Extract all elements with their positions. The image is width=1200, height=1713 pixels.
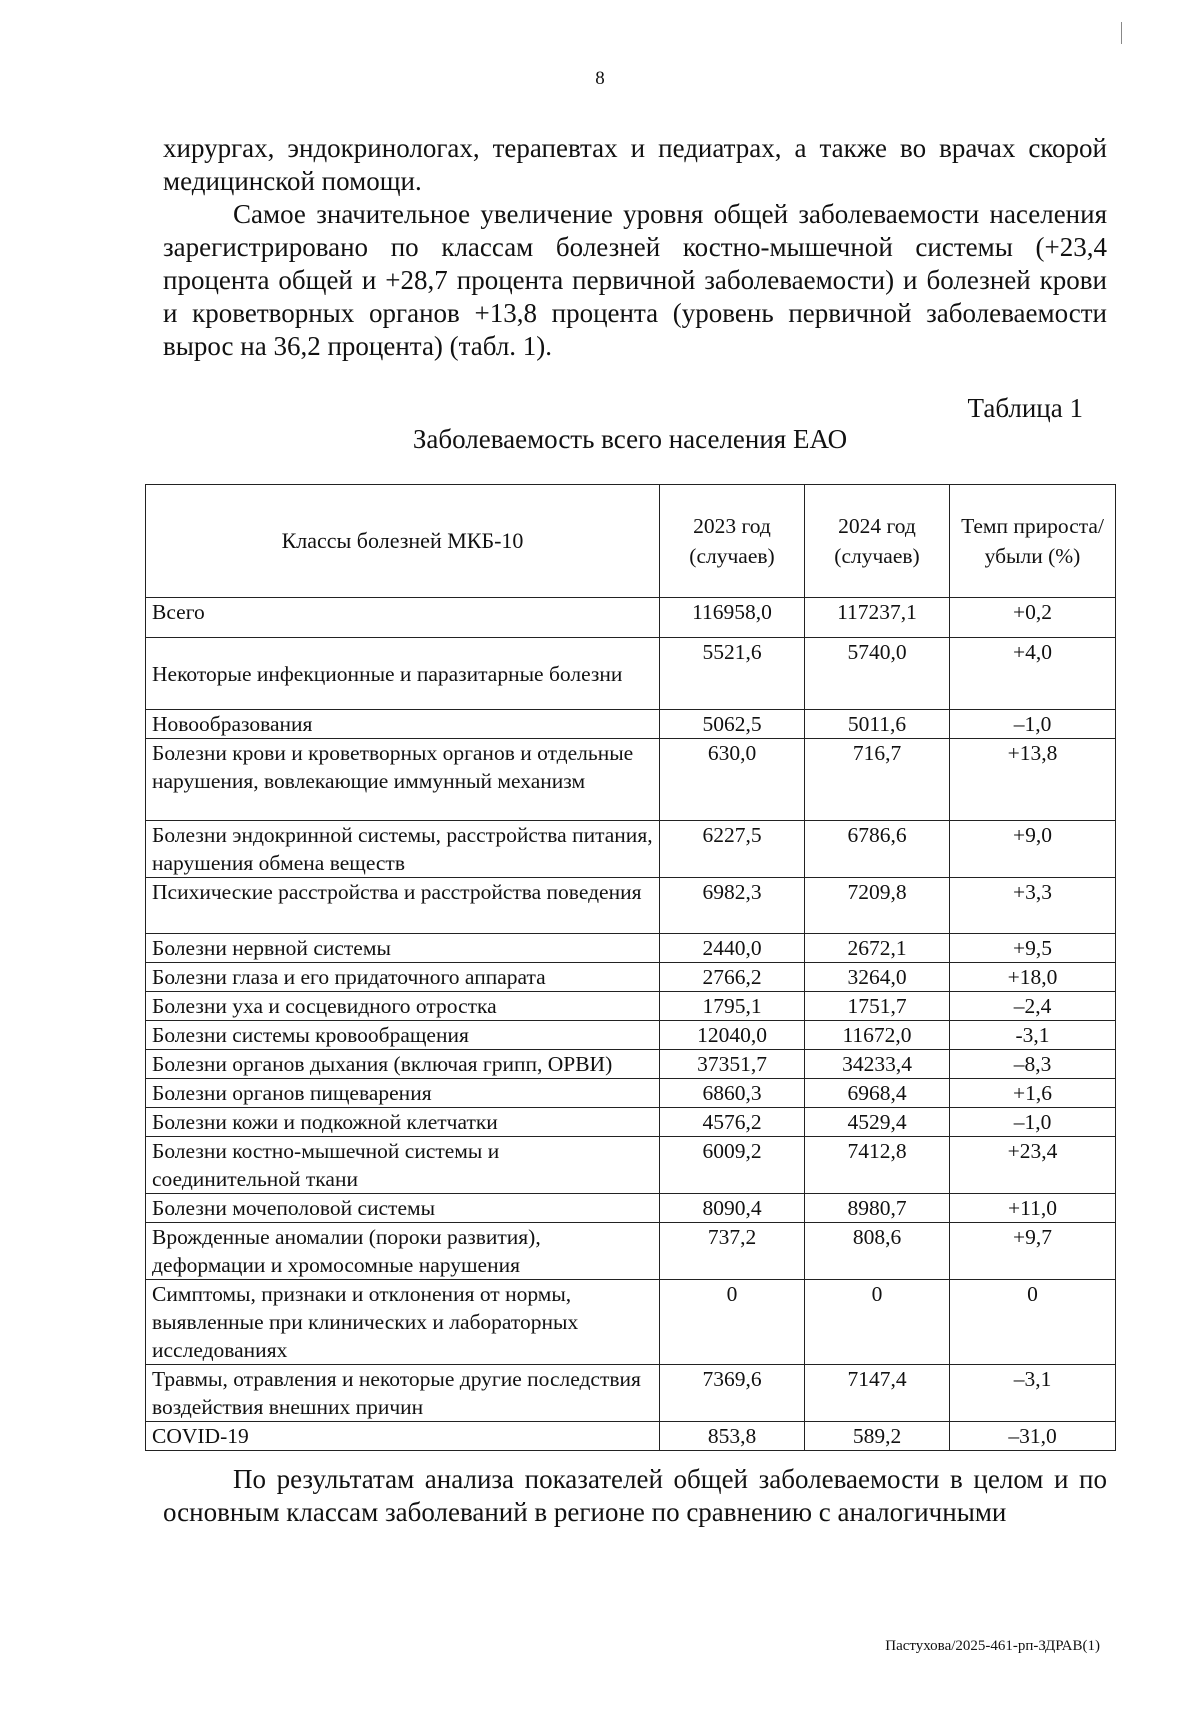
cell-2023: 6860,3 bbox=[660, 1079, 805, 1108]
cell-growth: +11,0 bbox=[950, 1194, 1116, 1223]
cell-growth: –1,0 bbox=[950, 710, 1116, 739]
cell-2024: 8980,7 bbox=[805, 1194, 950, 1223]
table-row bbox=[146, 598, 1116, 638]
cell-growth: +9,7 bbox=[950, 1223, 1116, 1280]
cell-growth: +1,6 bbox=[950, 1079, 1116, 1108]
cell-growth: +18,0 bbox=[950, 963, 1116, 992]
cell-growth: +9,0 bbox=[950, 821, 1116, 878]
cell-2024: 589,2 bbox=[805, 1422, 950, 1451]
cell-growth: –1,0 bbox=[950, 1108, 1116, 1137]
cell-class: Болезни уха и сосцевидного отростка bbox=[146, 992, 660, 1021]
table-row bbox=[146, 1365, 1116, 1422]
cell-2024: 7147,4 bbox=[805, 1365, 950, 1422]
morbidity-table bbox=[145, 484, 1116, 1451]
cell-class: Болезни нервной системы bbox=[146, 934, 660, 963]
table-row bbox=[146, 821, 1116, 878]
cell-class: Болезни органов дыхания (включая грипп, ОРВИ) bbox=[146, 1050, 660, 1079]
cell-class: Некоторые инфекционные и паразитарные болезни bbox=[146, 638, 660, 710]
header-class: Классы болезней МКБ-10 bbox=[146, 485, 660, 598]
cell-2023: 8090,4 bbox=[660, 1194, 805, 1223]
paragraph-2: Самое значительное увеличение уровня общей заболеваемости населения зарегистрировано по классам болезней костно-мышечной системы (+23,4 процента общей и +28,7 процента первичной заболеваемости) и болезней крови и кроветворных органов +13,8 процента (уровень первичной заболеваемости вырос на 36,2 процента) (табл. 1). bbox=[163, 199, 1107, 361]
table-row bbox=[146, 878, 1116, 934]
table-row bbox=[146, 1137, 1116, 1194]
cell-class: Болезни мочеполовой системы bbox=[146, 1194, 660, 1223]
cell-2023: 630,0 bbox=[660, 739, 805, 821]
cell-growth: –2,4 bbox=[950, 992, 1116, 1021]
cell-class: Болезни органов пищеварения bbox=[146, 1079, 660, 1108]
cell-2024: 1751,7 bbox=[805, 992, 950, 1021]
cell-2023: 1795,1 bbox=[660, 992, 805, 1021]
cell-2023: 6009,2 bbox=[660, 1137, 805, 1194]
cell-2023: 5062,5 bbox=[660, 710, 805, 739]
cell-2024: 6968,4 bbox=[805, 1079, 950, 1108]
cell-2023: 5521,6 bbox=[660, 638, 805, 710]
cell-2024: 716,7 bbox=[805, 739, 950, 821]
table-label: Таблица 1 bbox=[967, 393, 1083, 423]
cell-growth: 0 bbox=[950, 1280, 1116, 1365]
cell-class: Болезни кожи и подкожной клетчатки bbox=[146, 1108, 660, 1137]
cell-class: Болезни глаза и его придаточного аппарата bbox=[146, 963, 660, 992]
table-row bbox=[146, 1280, 1116, 1365]
cell-growth: +23,4 bbox=[950, 1137, 1116, 1194]
cell-2023: 6982,3 bbox=[660, 878, 805, 934]
cell-growth: +9,5 bbox=[950, 934, 1116, 963]
cell-growth: +13,8 bbox=[950, 739, 1116, 821]
table-row bbox=[146, 1079, 1116, 1108]
cell-class: Болезни костно-мышечной системы и соединительной ткани bbox=[146, 1137, 660, 1194]
cell-class: COVID-19 bbox=[146, 1422, 660, 1451]
cell-2024: 5740,0 bbox=[805, 638, 950, 710]
table-row bbox=[146, 1223, 1116, 1280]
cell-class: Болезни крови и кроветворных органов и отдельные нарушения, вовлекающие иммунный механизм bbox=[146, 739, 660, 821]
table-row bbox=[146, 710, 1116, 739]
table-row bbox=[146, 1422, 1116, 1451]
cell-growth: +4,0 bbox=[950, 638, 1116, 710]
cell-2024: 7412,8 bbox=[805, 1137, 950, 1194]
cell-growth: –31,0 bbox=[950, 1422, 1116, 1451]
cell-growth: –3,1 bbox=[950, 1365, 1116, 1422]
table-title: Заболеваемость всего населения ЕАО bbox=[412, 424, 848, 454]
table-row bbox=[146, 1050, 1116, 1079]
table-row bbox=[146, 963, 1116, 992]
cell-class: Симптомы, признаки и отклонения от нормы, выявленные при клинических и лабораторных исследованиях bbox=[146, 1280, 660, 1365]
cell-2023: 2440,0 bbox=[660, 934, 805, 963]
cell-class: Психические расстройства и расстройства поведения bbox=[146, 878, 660, 934]
header-growth: Темп прироста/ убыли (%) bbox=[950, 485, 1116, 598]
scan-mark bbox=[1121, 22, 1122, 44]
page-number: 8 bbox=[595, 68, 605, 89]
cell-class: Травмы, отравления и некоторые другие последствия воздействия внешних причин bbox=[146, 1365, 660, 1422]
cell-class: Болезни системы кровообращения bbox=[146, 1021, 660, 1050]
table-header-row bbox=[146, 485, 1116, 598]
cell-2023: 37351,7 bbox=[660, 1050, 805, 1079]
cell-2023: 737,2 bbox=[660, 1223, 805, 1280]
cell-2024: 11672,0 bbox=[805, 1021, 950, 1050]
table-row bbox=[146, 638, 1116, 710]
cell-class: Болезни эндокринной системы, расстройства питания, нарушения обмена веществ bbox=[146, 821, 660, 878]
cell-2024: 7209,8 bbox=[805, 878, 950, 934]
cell-growth: +0,2 bbox=[950, 598, 1116, 638]
table-row bbox=[146, 1194, 1116, 1223]
cell-2024: 5011,6 bbox=[805, 710, 950, 739]
table-row bbox=[146, 934, 1116, 963]
table-row bbox=[146, 739, 1116, 821]
cell-2024: 2672,1 bbox=[805, 934, 950, 963]
table-row bbox=[146, 1021, 1116, 1050]
cell-growth: –8,3 bbox=[950, 1050, 1116, 1079]
cell-2023: 4576,2 bbox=[660, 1108, 805, 1137]
cell-growth: +3,3 bbox=[950, 878, 1116, 934]
cell-2023: 853,8 bbox=[660, 1422, 805, 1451]
header-2023: 2023 год (случаев) bbox=[660, 485, 805, 598]
cell-2024: 117237,1 bbox=[805, 598, 950, 638]
cell-2024: 0 bbox=[805, 1280, 950, 1365]
cell-growth: -3,1 bbox=[950, 1021, 1116, 1050]
cell-2024: 6786,6 bbox=[805, 821, 950, 878]
cell-2023: 7369,6 bbox=[660, 1365, 805, 1422]
cell-2024: 4529,4 bbox=[805, 1108, 950, 1137]
cell-class: Новообразования bbox=[146, 710, 660, 739]
table-row bbox=[146, 1108, 1116, 1137]
cell-2024: 808,6 bbox=[805, 1223, 950, 1280]
cell-2023: 12040,0 bbox=[660, 1021, 805, 1050]
header-2024: 2024 год (случаев) bbox=[805, 485, 950, 598]
cell-2024: 34233,4 bbox=[805, 1050, 950, 1079]
table-body bbox=[146, 598, 1116, 1451]
document-footer: Пастухова/2025-461-рп-ЗДРАВ(1) bbox=[885, 1638, 1100, 1654]
cell-2024: 3264,0 bbox=[805, 963, 950, 992]
cell-2023: 116958,0 bbox=[660, 598, 805, 638]
cell-2023: 2766,2 bbox=[660, 963, 805, 992]
cell-class: Всего bbox=[146, 598, 660, 638]
table-row bbox=[146, 992, 1116, 1021]
cell-class: Врожденные аномалии (пороки развития), деформации и хромосомные нарушения bbox=[146, 1223, 660, 1280]
cell-2023: 0 bbox=[660, 1280, 805, 1365]
paragraph-1: хирургах, эндокринологах, терапевтах и педиатрах, а также во врачах скорой медицинской помощи. bbox=[163, 133, 1107, 196]
paragraph-3: По результатам анализа показателей общей заболеваемости в целом и по основным классам заболеваний в регионе по сравнению с аналогичными bbox=[163, 1464, 1107, 1527]
cell-2023: 6227,5 bbox=[660, 821, 805, 878]
